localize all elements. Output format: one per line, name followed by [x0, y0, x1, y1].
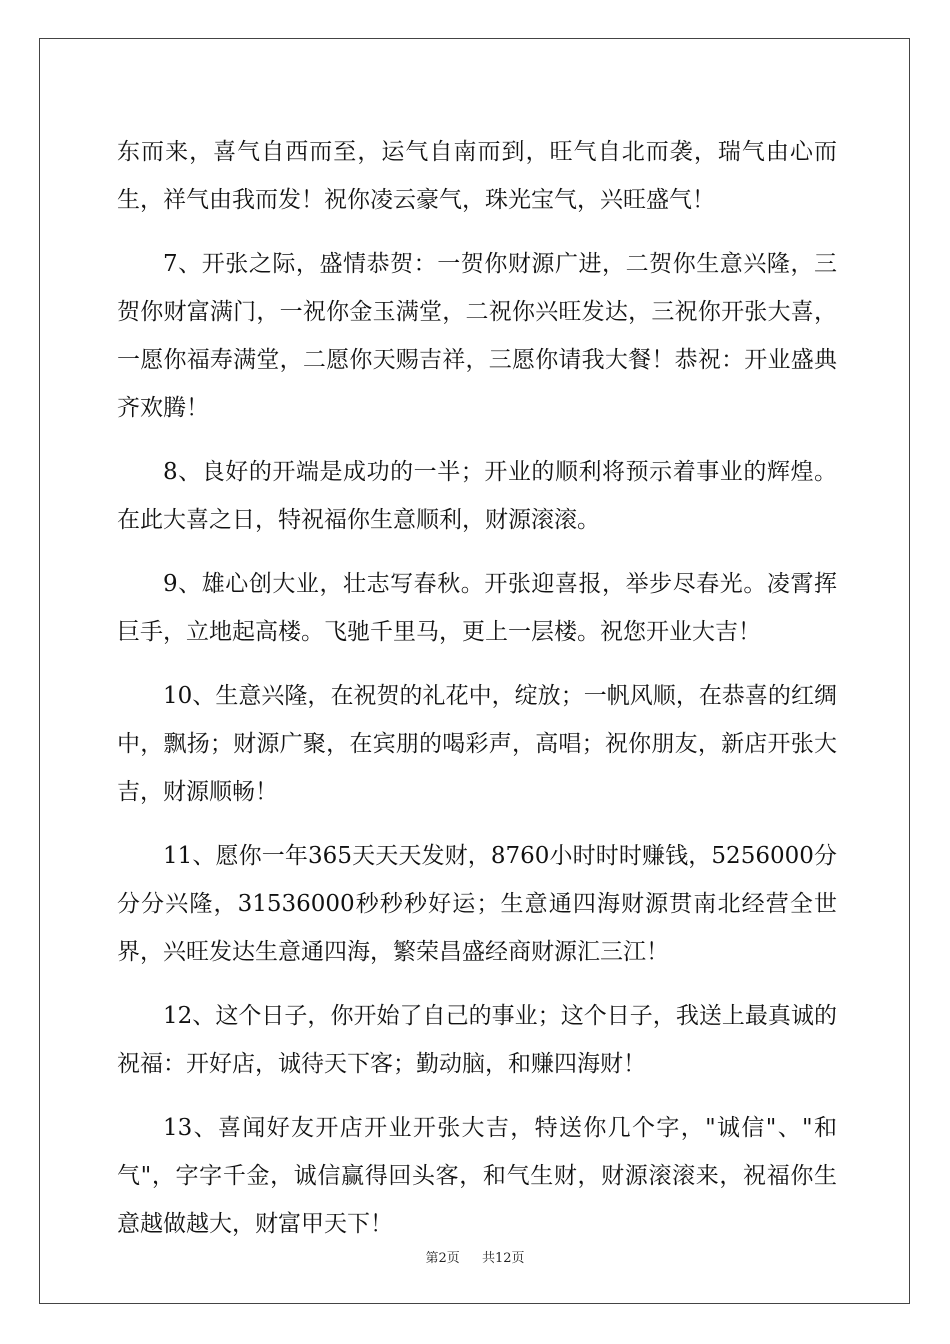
- page-footer: [0, 1247, 950, 1266]
- current-page-number: 第2页: [425, 1251, 460, 1266]
- paragraph: 11、愿你一年365天天天发财，8760小时时时赚钱，5256000分分分兴隆，31536000秒秒秒好运；生意通四海财源贯南北经营全世界，兴旺发达生意通四海，繁荣昌盛经商财源汇三江！: [117, 843, 837, 965]
- paragraph: 12、这个日子，你开始了自己的事业；这个日子，我送上最真诚的祝福：开好店，诚待天下客；勤动脑，和赚四海财！: [117, 1003, 837, 1077]
- document-body: [117, 128, 837, 1264]
- paragraph: 13、喜闻好友开店开业开张大吉，特送你几个字，"诚信"、"和气"，字字千金，诚信赢得回头客，和气生财，财源滚滚来，祝福你生意越做越大，财富甲天下！: [117, 1115, 837, 1237]
- paragraph: 10、生意兴隆，在祝贺的礼花中，绽放；一帆风顺，在恭喜的红绸中，飘扬；财源广聚，在宾朋的喝彩声，高唱；祝你朋友，新店开张大吉，财源顺畅！: [117, 683, 837, 805]
- paragraph: 8、良好的开端是成功的一半；开业的顺利将预示着事业的辉煌。在此大喜之日，特祝福你生意顺利，财源滚滚。: [117, 459, 837, 533]
- paragraph: 9、雄心创大业，壮志写春秋。开张迎喜报，举步尽春光。凌霄挥巨手，立地起高楼。飞驰千里马，更上一层楼。祝您开业大吉！: [117, 571, 837, 645]
- paragraph: 7、开张之际，盛情恭贺：一贺你财源广进，二贺你生意兴隆，三贺你财富满门，一祝你金玉满堂，二祝你兴旺发达，三祝你开张大喜，一愿你福寿满堂，二愿你天赐吉祥，三愿你请我大餐！恭祝：开业盛典齐欢腾！: [117, 251, 837, 421]
- total-page-count: 共12页: [481, 1251, 525, 1266]
- paragraph: 东而来，喜气自西而至，运气自南而到，旺气自北而袭，瑞气由心而生，祥气由我而发！祝你凌云豪气，珠光宝气，兴旺盛气！: [117, 139, 837, 213]
